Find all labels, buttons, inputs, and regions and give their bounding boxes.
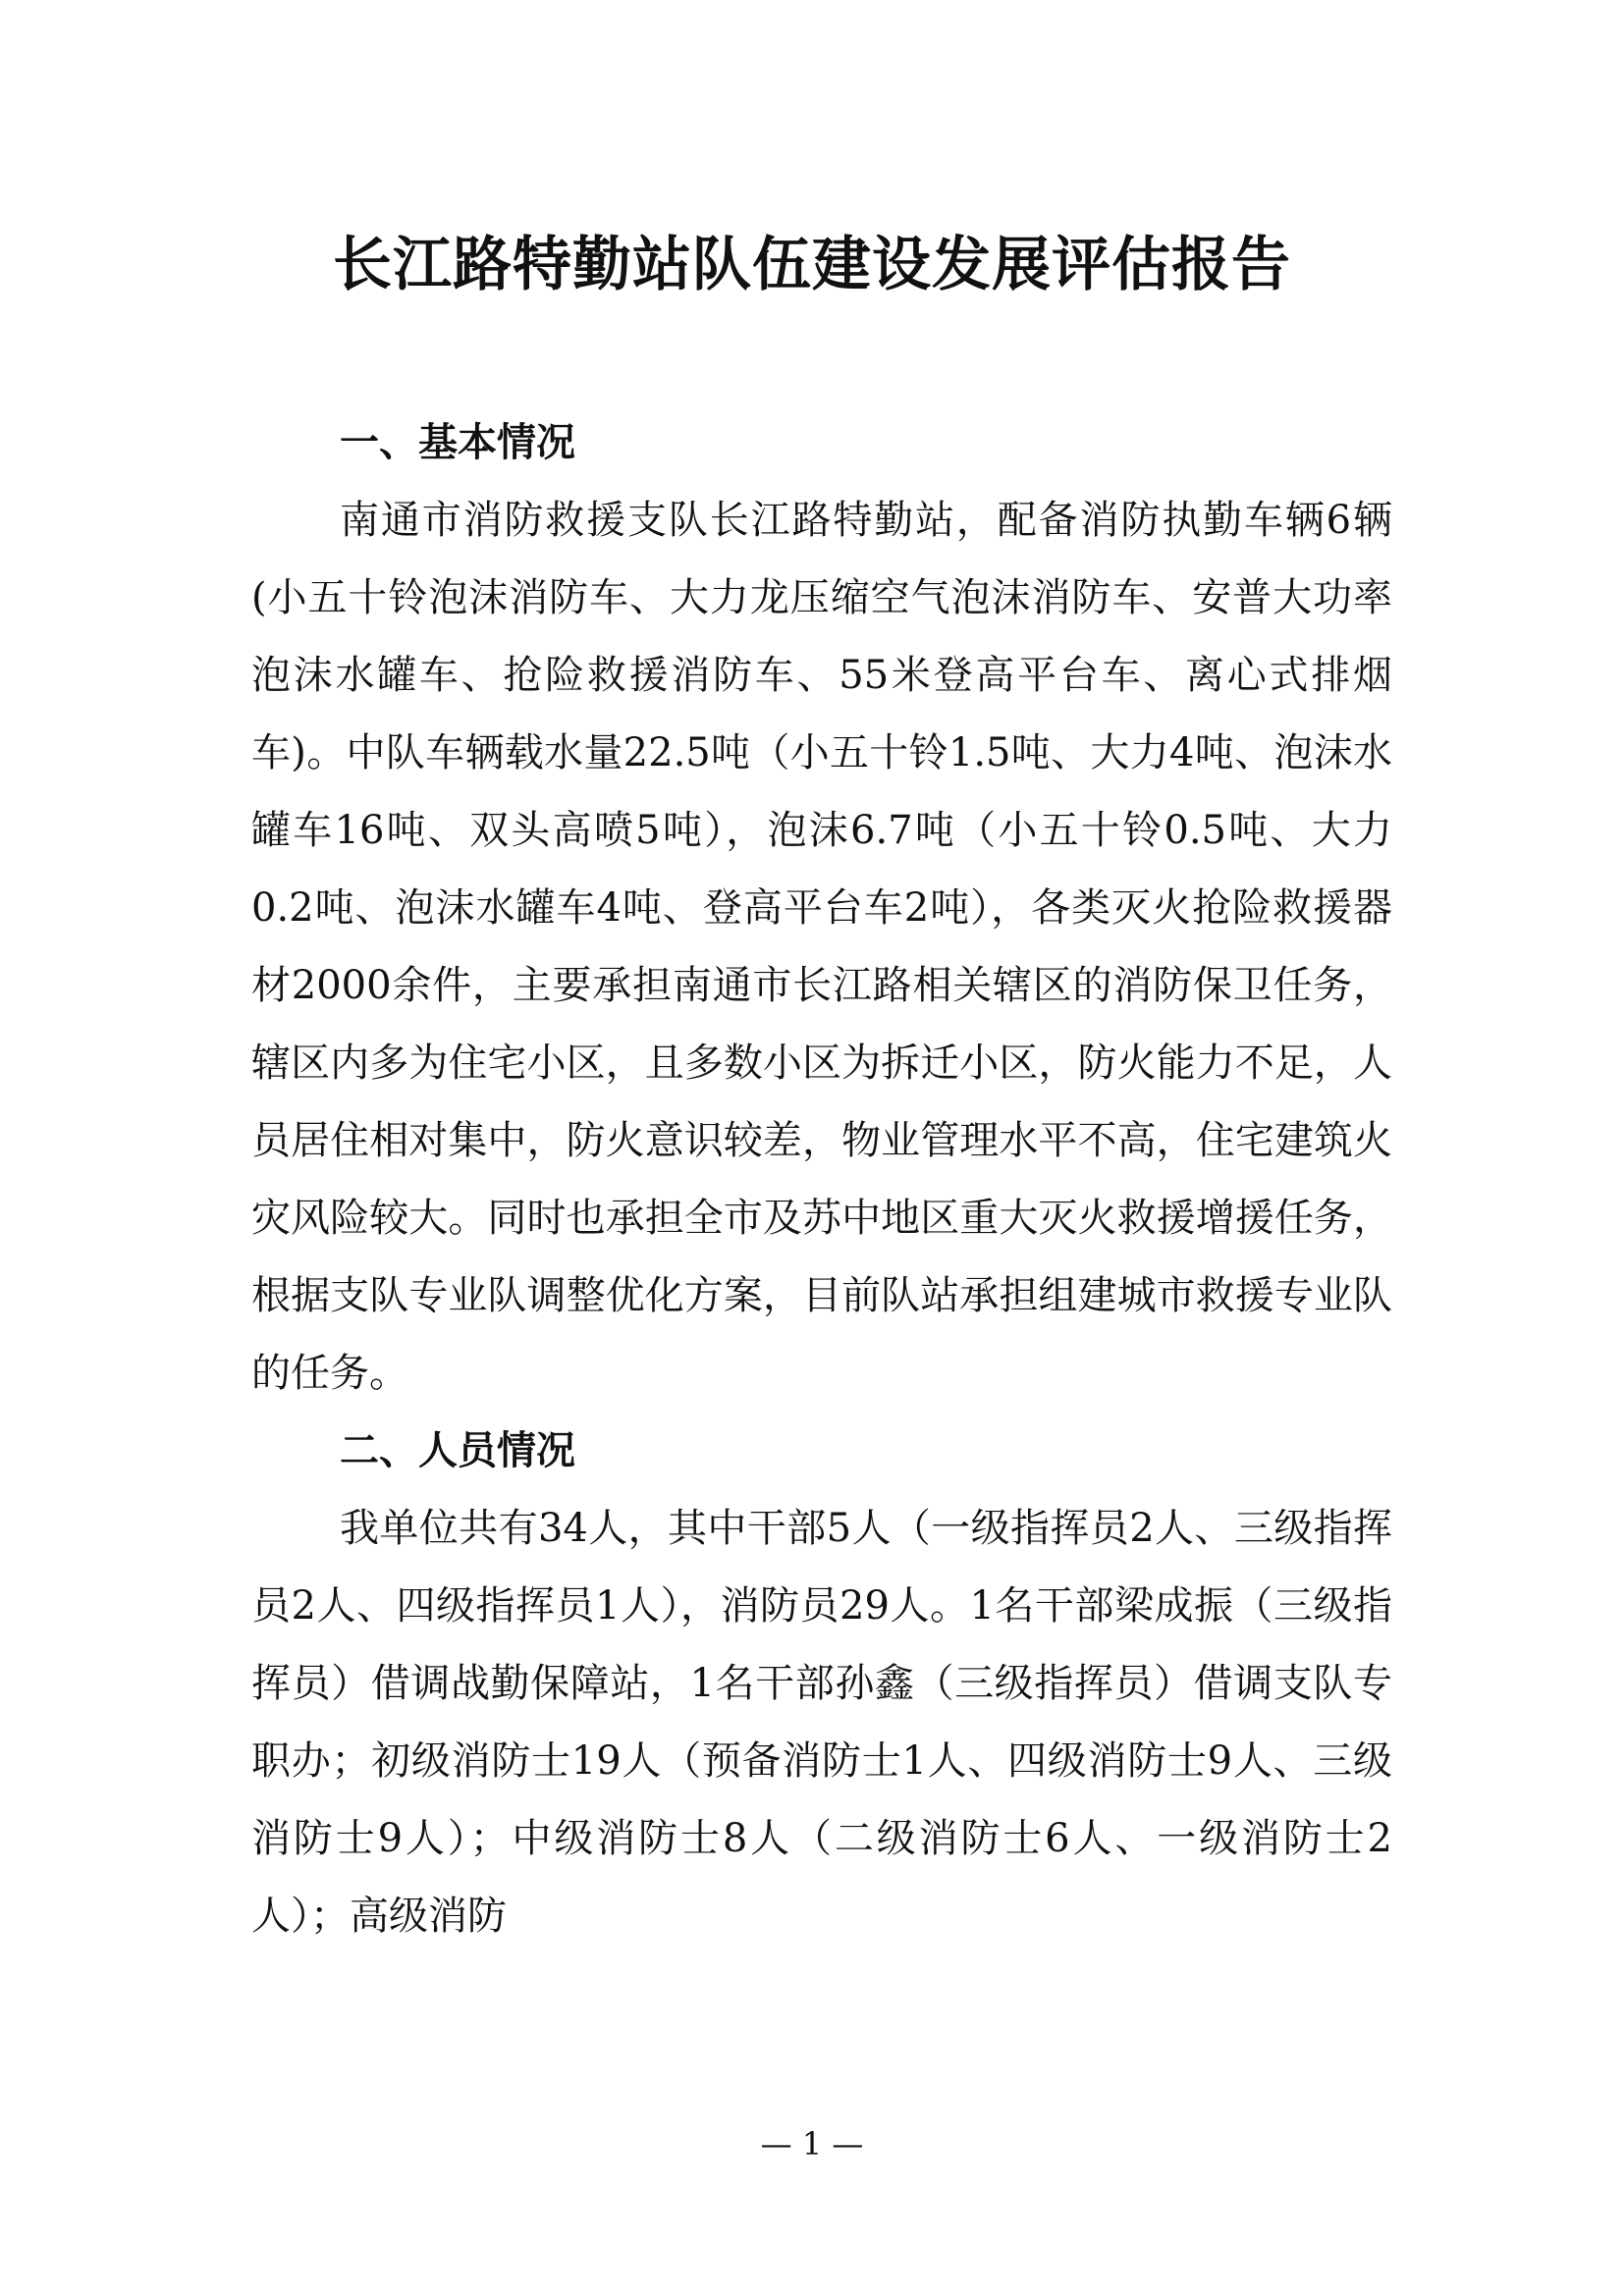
document-title: 长江路特勤站队伍建设发展评估报告 [333,231,1291,299]
page-number: — 1 — [760,2125,864,2163]
section-heading-personnel: 二、人员情况 [340,1428,575,1473]
section-paragraph-personnel: 我单位共有34人，其中干部5人（一级指挥员2人、三级指挥员2人、四级指挥员1人），消防员29人。1名干部梁成振（三级指挥员）借调战勤保障站，1名干部孙鑫（三级指挥员）借调支队专职办；初级消防士19人（预备消防士1人、四级消防士9人、三级消防士9人）；中级消防士8人（二级消防士6人、一级消防士2人）；高级消防 [251,1506,1392,1939]
section-paragraph-basic-info: 南通市消防救援支队长江路特勤站，配备消防执勤车辆6辆(小五十铃泡沫消防车、大力龙压缩空气泡沫消防车、安普大功率泡沫水罐车、抢险救援消防车、55米登高平台车、离心式排烟车)。中队车辆载水量22.5吨（小五十铃1.5吨、大力4吨、泡沫水罐车16吨、双头高喷5吨），泡沫6.7吨（小五十铃0.5吨、大力0.2吨、泡沫水罐车4吨、登高平台车2吨），各类灭火抢险救援器材2000余件，主要承担南通市长江路相关辖区的消防保卫任务，辖区内多为住宅小区，且多数小区为拆迁小区，防火能力不足，人员居住相对集中，防火意识较差，物业管理水平不高，住宅建筑火灾风险较大。同时也承担全市及苏中地区重大灭火救援增援任务，根据支队专业队调整优化方案，目前队站承担组建城市救援专业队的任务。 [251,498,1392,1396]
section-heading-basic-info: 一、基本情况 [340,420,575,465]
document-body [251,404,1392,1955]
